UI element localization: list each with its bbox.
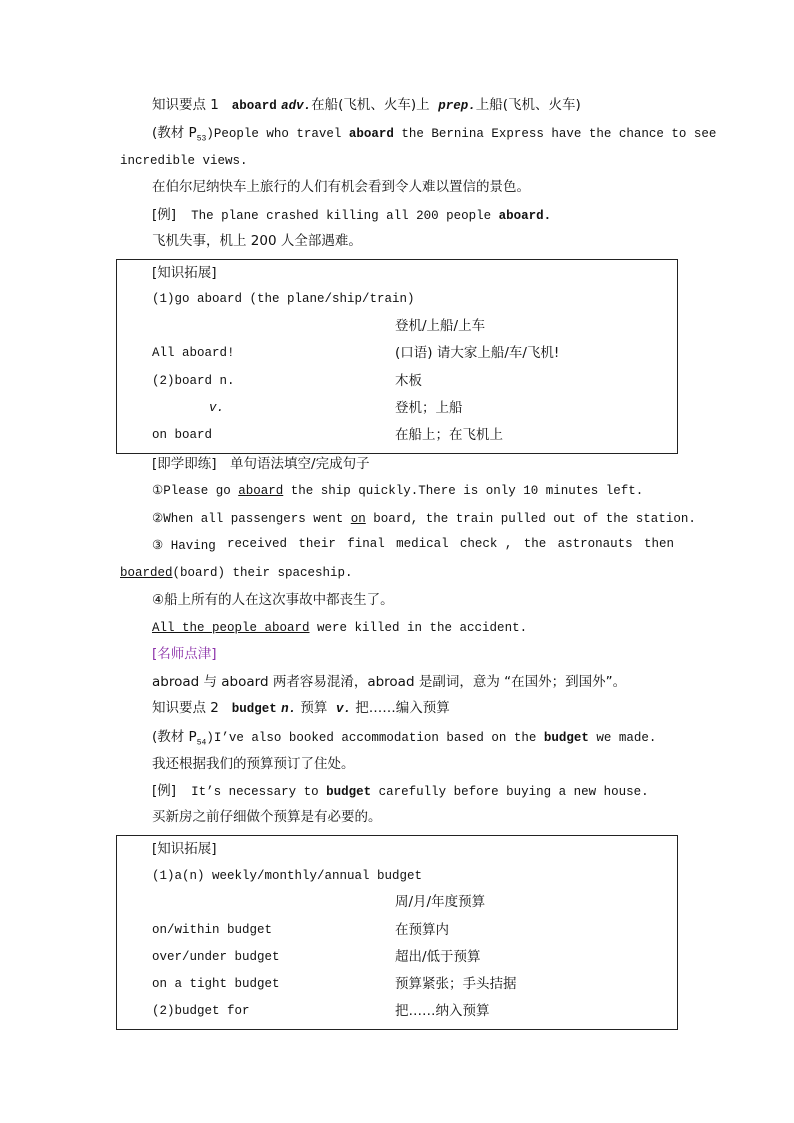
box2-row6-en: (2)budget for [152, 1004, 250, 1018]
box2-row5-zh: 预算紧张；手头拮据 [395, 976, 517, 992]
kp1-example-translation: 飞机失事，机上 200 人全部遇难。 [152, 233, 362, 249]
kp2-word: budget [231, 702, 277, 716]
kp2-example: [例] It’s necessary to budget carefully before buying a new house. [152, 783, 649, 799]
practice-q2-answer: on [350, 512, 366, 526]
kp2-meaning1: 预算 [300, 700, 328, 716]
practice-q3-line1: ③ Having received their final medical check , the astronauts then [152, 537, 674, 553]
box1-row4-en: (2)board n. [152, 374, 235, 388]
practice-q4-answer: All the people aboard [152, 621, 310, 635]
kp1-label: 知识要点 1 [152, 97, 219, 113]
practice-title: [即学即练] 单句语法填空/完成句子 [152, 456, 370, 472]
box2-row4-en: over/under budget [152, 950, 280, 964]
box1-row3-en: All aboard! [152, 346, 235, 360]
kp1-meaning2: 上船(飞机、火车) [475, 97, 581, 113]
practice-q1: ①Please go aboard the ship quickly.There is only 10 minutes left. [152, 484, 644, 498]
box2-title: [知识拓展] [152, 841, 217, 857]
box2-row6-zh: 把……纳入预算 [395, 1003, 490, 1019]
knowledge-expansion-box-1 [116, 259, 678, 454]
box2-row1-en: (1)a(n) weekly/monthly/annual budget [152, 869, 423, 883]
box2-row3-zh: 在预算内 [395, 922, 449, 938]
kp2-label: 知识要点 2 [152, 700, 219, 716]
kp1-pos2: prep. [438, 99, 476, 113]
box1-row6-en: on board [152, 428, 213, 442]
box1-row1-en: (1)go aboard (the plane/ship/train) [152, 292, 415, 306]
tip-title: [名师点津] [152, 646, 217, 662]
kp2-textbook-translation: 我还根据我们的预算预订了住处。 [152, 756, 355, 772]
kp2-heading [152, 699, 450, 718]
box1-row5-zh: 登机；上船 [395, 400, 463, 416]
practice-q3-answer: boarded [120, 566, 173, 580]
kp1-example: [例] The plane crashed killing all 200 people aboard. [152, 207, 552, 223]
box1-row4-zh: 木板 [395, 373, 422, 389]
kp1-textbook-sentence: (教材 $P_{53})People$ who travel aboard the Bernina Express have the chance to see [152, 125, 717, 144]
box1-row5-en: v. [209, 401, 225, 415]
kp1-heading [152, 96, 581, 115]
tip-text: abroad 与 aboard 两者容易混淆，abroad 是副词，意为 “在国外；到国外”。 [152, 674, 627, 690]
kp1-textbook-continued: incredible views. [120, 154, 248, 168]
box2-row2-zh: 周/月/年度预算 [395, 894, 486, 910]
practice-q2: ②When all passengers went on board, the train pulled out of the station. [152, 512, 696, 526]
knowledge-expansion-box-2 [116, 835, 678, 1030]
box1-title: [知识拓展] [152, 265, 217, 281]
box2-row5-en: on a tight budget [152, 977, 280, 991]
kp2-example-translation: 买新房之前仔细做个预算是有必要的。 [152, 809, 382, 825]
practice-q4-zh: ④船上所有的人在这次事故中都丧生了。 [152, 592, 394, 608]
practice-q4: All the people aboard were killed in the accident. [152, 621, 528, 635]
practice-q1-answer: aboard [238, 484, 284, 498]
kp1-meaning1: 在船(飞机、火车)上 [311, 97, 430, 113]
box1-row6-zh: 在船上；在飞机上 [395, 427, 503, 443]
kp2-textbook-sentence: (教材 $P_{54})I’ve$ also booked accommodation based on the budget we made. [152, 729, 657, 748]
box1-row3-zh: (口语) 请大家上船/车/飞机! [395, 345, 560, 361]
kp2-pos1: n. [281, 702, 297, 716]
kp1-pos1: adv. [281, 99, 312, 113]
practice-q3-line2: boarded(board) their spaceship. [120, 566, 353, 580]
box1-row2-zh: 登机/上船/上车 [395, 318, 486, 334]
kp2-meaning2: 把……编入预算 [355, 700, 450, 716]
kp1-word: aboard [231, 99, 277, 113]
box2-row3-en: on/within budget [152, 923, 273, 937]
kp1-textbook-translation: 在伯尔尼纳快车上旅行的人们有机会看到令人难以置信的景色。 [152, 179, 530, 195]
box2-row4-zh: 超出/低于预算 [395, 949, 481, 965]
kp2-pos2: v. [335, 702, 351, 716]
